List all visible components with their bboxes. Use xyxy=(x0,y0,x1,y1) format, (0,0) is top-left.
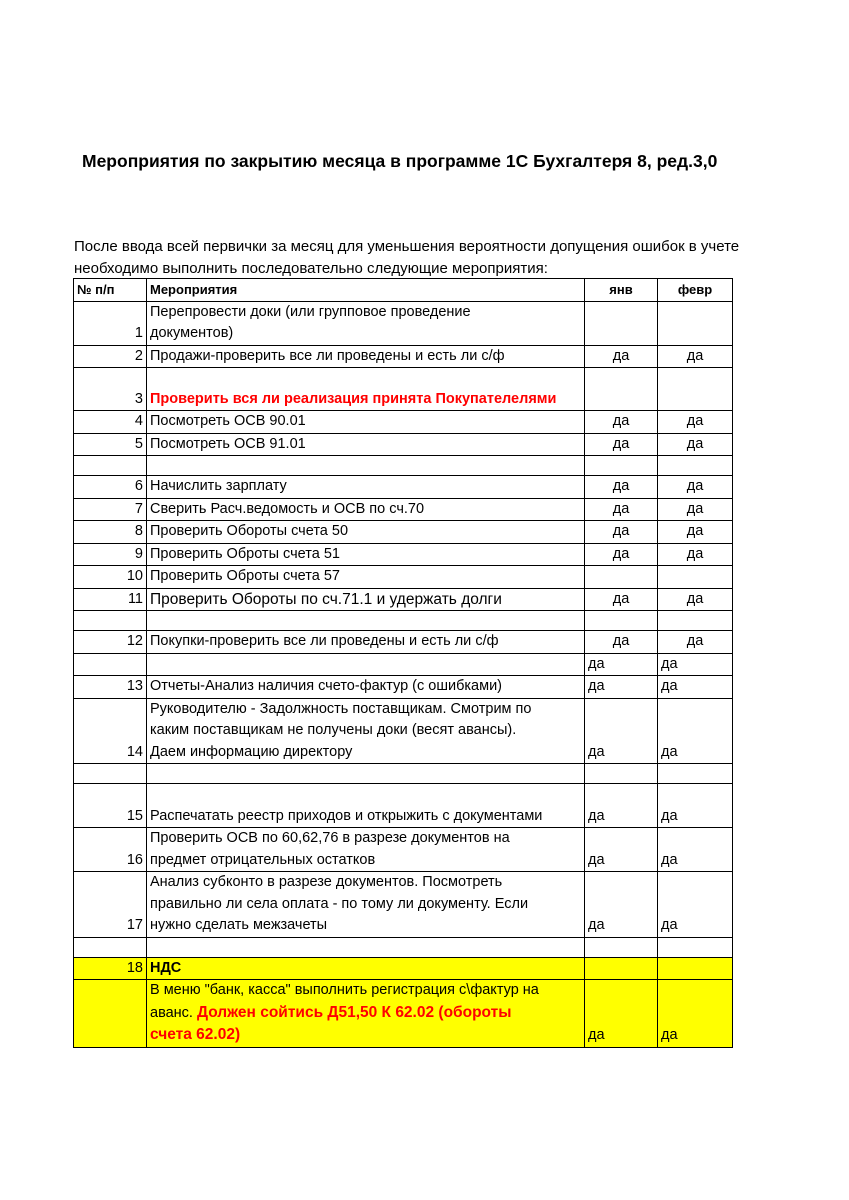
row-task: Проверить Оброты счета 51 xyxy=(147,543,585,566)
row-feb: да xyxy=(658,631,733,654)
table-row xyxy=(74,653,733,676)
row-jan: да xyxy=(585,653,658,676)
table-row xyxy=(74,368,733,411)
row-jan: да xyxy=(585,676,658,699)
table-row xyxy=(74,301,733,345)
row-feb: да xyxy=(658,588,733,611)
header-jan: янв xyxy=(585,279,658,302)
row-task: Анализ субконто в разрезе документов. Посмотреть правильно ли села оплата - по тому ли документу. Если нужно сделать межзачеты xyxy=(147,872,585,938)
row-feb: да xyxy=(658,411,733,434)
row-num: 13 xyxy=(74,676,147,699)
row-feb: да xyxy=(658,345,733,368)
empty-row xyxy=(74,611,733,631)
row-num: 5 xyxy=(74,433,147,456)
row-num: 11 xyxy=(74,588,147,611)
table-row xyxy=(74,698,733,764)
row-feb: да xyxy=(658,498,733,521)
row-num: 17 xyxy=(74,872,147,938)
row-num: 6 xyxy=(74,476,147,499)
row-task: Проверить ОСВ по 60,62,76 в разрезе документов на предмет отрицательных остатков xyxy=(147,828,585,872)
table-row xyxy=(74,345,733,368)
row-num: 7 xyxy=(74,498,147,521)
row-feb xyxy=(658,957,733,980)
document-title: Мероприятия по закрытию месяца в программе 1С Бухгалтеря 8, ред.3,0 xyxy=(82,151,718,171)
row-feb: да xyxy=(658,653,733,676)
header-num: № п/п xyxy=(74,279,147,302)
row-num: 8 xyxy=(74,521,147,544)
table-row xyxy=(74,784,733,828)
row-task: Перепровести доки (или групповое проведение документов) xyxy=(147,301,585,345)
row-jan xyxy=(585,301,658,345)
row-feb: да xyxy=(658,521,733,544)
row-task: Покупки-проверить все ли проведены и есть ли с/ф xyxy=(147,631,585,654)
row-jan: да xyxy=(585,698,658,764)
row-feb: да xyxy=(658,828,733,872)
table-row xyxy=(74,521,733,544)
row-num: 10 xyxy=(74,566,147,589)
row-num xyxy=(74,980,147,1048)
row-task: Посмотреть ОСВ 91.01 xyxy=(147,433,585,456)
row-jan: да xyxy=(585,476,658,499)
row-task: Проверить вся ли реализация принята Покупателелями xyxy=(147,368,585,411)
row-jan: да xyxy=(585,345,658,368)
row-feb: да xyxy=(658,476,733,499)
row-feb: да xyxy=(658,980,733,1048)
row-feb: да xyxy=(658,784,733,828)
row-jan: да xyxy=(585,784,658,828)
row-jan: да xyxy=(585,543,658,566)
table-header-row xyxy=(74,279,733,302)
row-task: Отчеты-Анализ наличия счето-фактур (с ошибками) xyxy=(147,676,585,699)
row-task: НДС xyxy=(147,957,585,980)
row-feb xyxy=(658,566,733,589)
table-row xyxy=(74,476,733,499)
row-num: 2 xyxy=(74,345,147,368)
row-task: Распечатать реестр приходов и открыжить с документами xyxy=(147,784,585,828)
table-row-vat-detail xyxy=(74,980,733,1048)
row-num: 1 xyxy=(74,301,147,345)
row-num: 12 xyxy=(74,631,147,654)
task-red-text: Должен сойтись Д51,50 К 62.02 (обороты счета 62.02) xyxy=(150,1003,512,1043)
row-feb: да xyxy=(658,543,733,566)
table-row xyxy=(74,872,733,938)
table-row xyxy=(74,543,733,566)
table-row xyxy=(74,433,733,456)
row-num: 14 xyxy=(74,698,147,764)
row-num: 4 xyxy=(74,411,147,434)
row-task xyxy=(147,653,585,676)
row-task: Проверить Обороты по сч.71.1 и удержать долги xyxy=(147,588,585,611)
row-num xyxy=(74,653,147,676)
row-jan: да xyxy=(585,588,658,611)
row-feb: да xyxy=(658,698,733,764)
empty-row xyxy=(74,456,733,476)
row-task: Проверить Оброты счета 57 xyxy=(147,566,585,589)
table-row-vat xyxy=(74,957,733,980)
row-task: Проверить Обороты счета 50 xyxy=(147,521,585,544)
table-row xyxy=(74,566,733,589)
row-jan: да xyxy=(585,828,658,872)
table-row xyxy=(74,828,733,872)
row-jan: да xyxy=(585,980,658,1048)
row-jan xyxy=(585,957,658,980)
row-num: 16 xyxy=(74,828,147,872)
empty-row xyxy=(74,764,733,784)
row-jan: да xyxy=(585,433,658,456)
row-task: Руководителю - Задолжность поставщикам. Смотрим по каким поставщикам не получены доки (весят авансы). Даем информацию директору xyxy=(147,698,585,764)
row-jan xyxy=(585,566,658,589)
row-feb: да xyxy=(658,676,733,699)
table-row xyxy=(74,588,733,611)
row-jan xyxy=(585,368,658,411)
row-feb: да xyxy=(658,872,733,938)
intro-paragraph: После ввода всей первички за месяц для уменьшения вероятности допущения ошибок в учете необходимо выполнить последовательно следующие мероприятия: xyxy=(74,238,740,277)
empty-row xyxy=(74,937,733,957)
table-row xyxy=(74,676,733,699)
row-num: 18 xyxy=(74,957,147,980)
row-jan: да xyxy=(585,498,658,521)
header-feb: февр xyxy=(658,279,733,302)
header-task: Мероприятия xyxy=(147,279,585,302)
row-feb xyxy=(658,301,733,345)
tasks-table xyxy=(73,278,733,1048)
row-task: Сверить Расч.ведомость и ОСВ по сч.70 xyxy=(147,498,585,521)
table-row xyxy=(74,411,733,434)
row-jan: да xyxy=(585,631,658,654)
row-num: 15 xyxy=(74,784,147,828)
row-num: 9 xyxy=(74,543,147,566)
row-feb: да xyxy=(658,433,733,456)
row-task: Начислить зарплату xyxy=(147,476,585,499)
row-task: Посмотреть ОСВ 90.01 xyxy=(147,411,585,434)
row-jan: да xyxy=(585,521,658,544)
row-task: Продажи-проверить все ли проведены и есть ли с/ф xyxy=(147,345,585,368)
task-plain-text: В меню "банк, касса" выполнить регистрация с\фактур на аванс. xyxy=(150,982,539,1021)
row-jan: да xyxy=(585,411,658,434)
table-row xyxy=(74,631,733,654)
row-task xyxy=(147,980,585,1048)
table-row xyxy=(74,498,733,521)
row-jan: да xyxy=(585,872,658,938)
row-feb xyxy=(658,368,733,411)
row-num: 3 xyxy=(74,368,147,411)
